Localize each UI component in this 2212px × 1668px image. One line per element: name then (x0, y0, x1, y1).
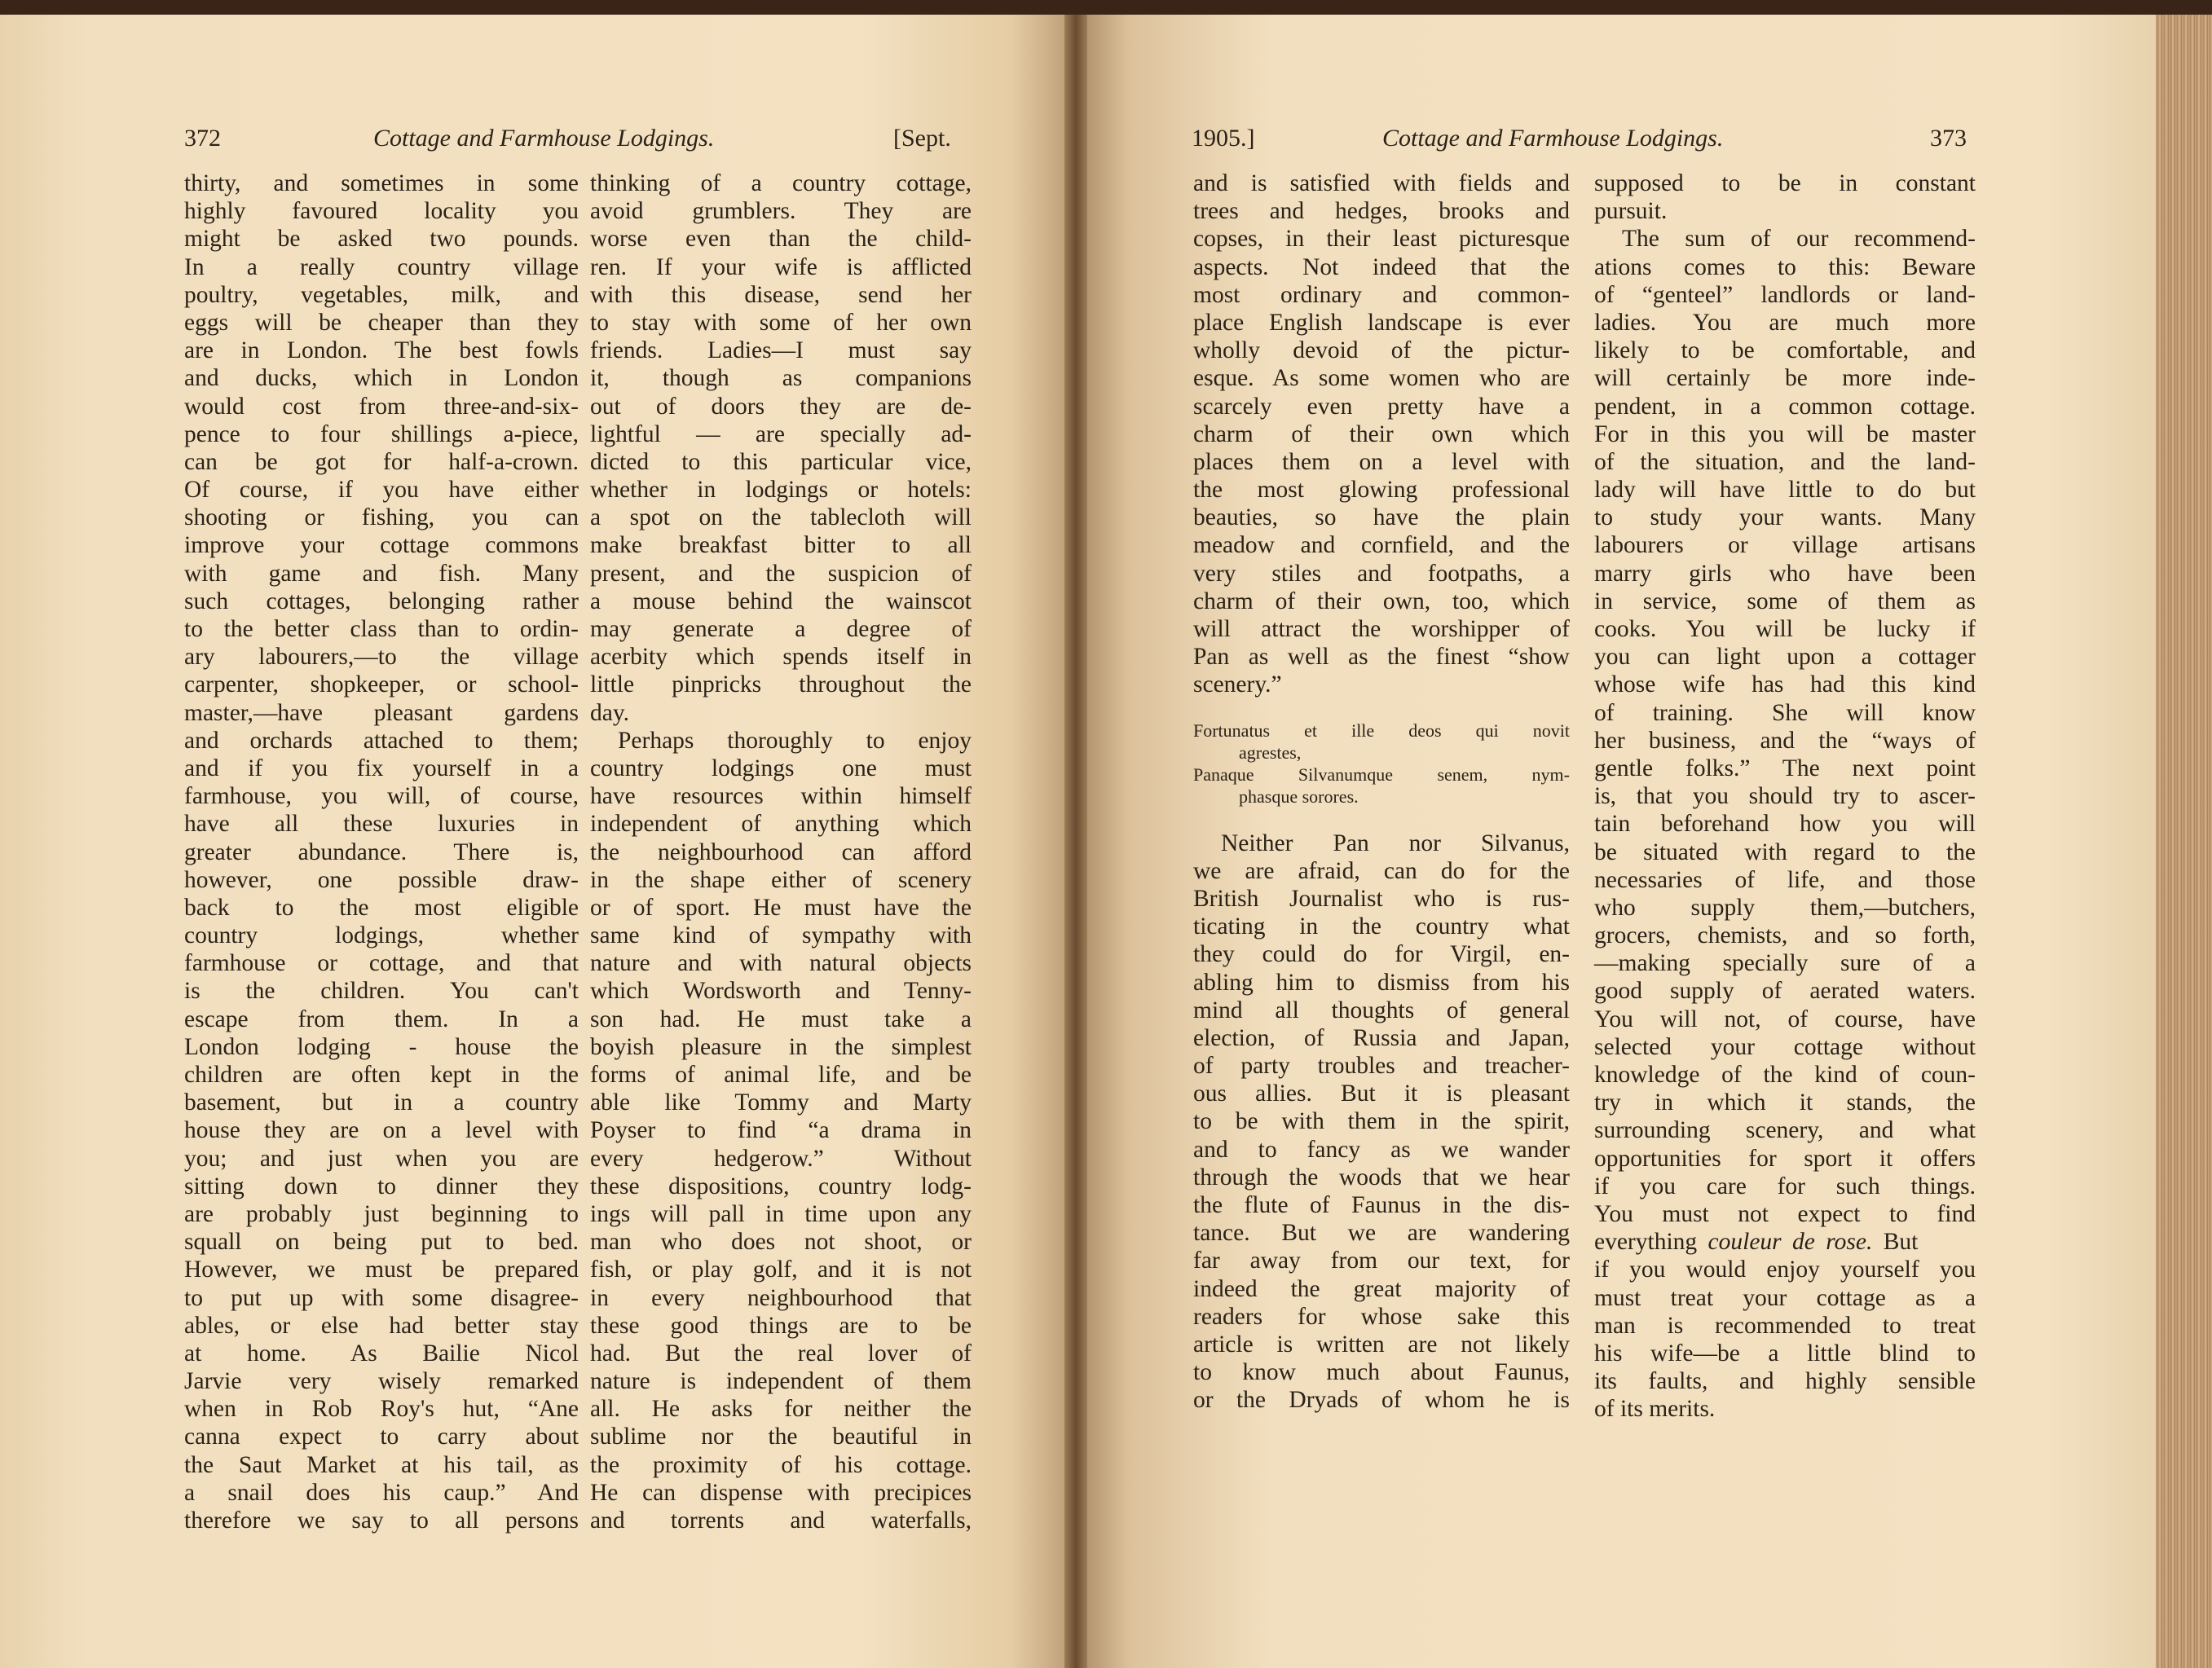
text-line: the proximity of his cottage. (590, 1451, 972, 1478)
text-line: knowledge of the kind of coun- (1594, 1062, 1976, 1088)
text-line: carpenter, shopkeeper, or school- (184, 671, 579, 698)
text-line: squall on being put to bed. (184, 1229, 579, 1256)
text-line: highly favoured locality you (184, 198, 579, 225)
left-page-column-2 (590, 169, 972, 1534)
text-line: will certainly be more inde- (1594, 365, 1976, 392)
text-line: would cost from three-and-six- (184, 393, 579, 420)
text-line: cooks. You will be lucky if (1594, 616, 1976, 642)
running-title-left: Cottage and Farmhouse Lodgings. (373, 125, 715, 152)
text-line: or the Dryads of whom he is (1193, 1387, 1570, 1414)
text-line: house they are on a level with (184, 1117, 579, 1144)
text-line: most ordinary and common- (1193, 281, 1570, 308)
text-line: is the children. You can't (184, 978, 579, 1005)
left-page-column-1 (184, 169, 579, 1534)
text-line: supposed to be in constant (1594, 170, 1976, 196)
text-line: dicted to this particular vice, (590, 448, 972, 475)
text-line: lightful — are specially ad- (590, 420, 972, 447)
page-number-left: 372 (184, 125, 221, 152)
text-line: London lodging - house the (184, 1033, 579, 1060)
text-line: if you care for such things. (1594, 1173, 1976, 1199)
quote-line: agrestes, (1239, 742, 1302, 763)
text-line: her business, and the “ways of (1594, 727, 1976, 754)
text-line: little pinpricks throughout the (590, 671, 972, 698)
text-line: to know much about Faunus, (1193, 1359, 1570, 1386)
quote-line: phasque sorores. (1239, 786, 1359, 807)
text-line: ary labourers,—to the village (184, 644, 579, 671)
text-line: friends. Ladies—I must say (590, 337, 972, 364)
text-line: eggs will be cheaper than they (184, 309, 579, 336)
text-line: readers for whose sake this (1193, 1303, 1570, 1330)
text-line: must treat your cottage as a (1594, 1284, 1976, 1311)
text-line (1594, 1228, 1976, 1256)
text-line: make breakfast bitter to all (590, 532, 972, 559)
text-line: scarcely even pretty have a (1193, 393, 1570, 420)
text-line: present, and the suspicion of (590, 560, 972, 587)
text-line: therefore we say to all persons (184, 1507, 579, 1534)
text-line: every hedgerow.” Without (590, 1145, 972, 1172)
text-fragment: But (1872, 1229, 1919, 1256)
text-line: ren. If your wife is afflicted (590, 253, 972, 280)
text-line: trees and hedges, brooks and (1193, 198, 1570, 225)
text-line: country lodgings, whether (184, 922, 579, 949)
text-line: the Saut Market at his tail, as (184, 1451, 579, 1478)
text-line: necessaries of life, and those (1594, 866, 1976, 893)
text-line: The sum of our recommend- (1622, 226, 1976, 253)
text-line: can be got for half-a-crown. (184, 448, 579, 475)
text-line: whether in lodgings or hotels: (590, 477, 972, 504)
text-line: wholly devoid of the pictur- (1193, 337, 1570, 364)
text-line: of “genteel” landlords or land- (1594, 281, 1976, 308)
text-line: ous allies. But it is pleasant (1193, 1080, 1570, 1107)
text-line: these good things are to be (590, 1312, 972, 1339)
right-page-column-2 (1594, 169, 1976, 1423)
left-running-header (184, 121, 967, 156)
text-line: will attract the worshipper of (1193, 616, 1570, 642)
text-line: with game and fish. Many (184, 560, 579, 587)
text-line: ables, or else had better stay (184, 1312, 579, 1339)
text-line: labourers or village artisans (1594, 532, 1976, 559)
text-line: beauties, so have the plain (1193, 504, 1570, 531)
text-line: Of course, if you have either (184, 477, 579, 504)
text-line: —making specially sure of a (1594, 950, 1976, 977)
text-line: is, that you should try to ascer- (1594, 783, 1976, 810)
text-line: esque. As some women who are (1193, 365, 1570, 392)
text-line: at home. As Bailie Nicol (184, 1340, 579, 1367)
text-line: pendent, in a common cottage. (1594, 393, 1976, 420)
text-line: are in London. The best fowls (184, 337, 579, 364)
running-title-right: Cottage and Farmhouse Lodgings. (1382, 125, 1724, 152)
text-line: avoid grumblers. They are (590, 198, 972, 225)
text-line: however, one possible draw- (184, 866, 579, 893)
text-line: For in this you will be master (1594, 420, 1976, 447)
text-line: to be with them in the spirit, (1193, 1108, 1570, 1135)
text-line: of party troubles and treacher- (1193, 1053, 1570, 1080)
text-line: its faults, and highly sensible (1594, 1368, 1976, 1395)
text-line: they could do for Virgil, en- (1193, 941, 1570, 968)
text-line: be situated with regard to the (1594, 838, 1976, 865)
text-line: who supply them,—butchers, (1594, 894, 1976, 921)
text-line: whose wife has had this kind (1594, 671, 1976, 698)
text-line: back to the most eligible (184, 894, 579, 921)
text-line: man who does not shoot, or (590, 1229, 972, 1256)
text-line: to study your wants. Many (1594, 504, 1976, 531)
spacer (1193, 699, 1570, 720)
text-line: in service, some of them as (1594, 588, 1976, 614)
text-line: you can light upon a cottager (1594, 644, 1976, 671)
text-line: basement, but in a country (184, 1089, 579, 1116)
text-line: the flute of Faunus in the dis- (1193, 1192, 1570, 1218)
text-line: farmhouse or cottage, and that (184, 950, 579, 977)
text-line: greater abundance. There is, (184, 838, 579, 865)
text-line: nature and with natural objects (590, 950, 972, 977)
right-running-header (1192, 121, 1974, 156)
text-line: a spot on the tablecloth will (590, 504, 972, 531)
text-line: these dispositions, country lodg- (590, 1173, 972, 1199)
book-gutter (1064, 15, 1087, 1668)
text-line: of the situation, and the land- (1594, 448, 1976, 475)
text-line: independent of anything which (590, 811, 972, 838)
text-line: same kind of sympathy with (590, 922, 972, 949)
text-line: shooting or fishing, you can (184, 504, 579, 531)
text-line: indeed the great majority of (1193, 1275, 1570, 1302)
text-line: places them on a level with (1193, 448, 1570, 475)
text-line: all. He asks for neither the (590, 1396, 972, 1423)
text-line: improve your cottage commons (184, 532, 579, 559)
text-line: tain beforehand how you will (1594, 811, 1976, 838)
running-date-right: 1905.] (1192, 125, 1255, 152)
text-line: forms of animal life, and be (590, 1062, 972, 1088)
text-line: country lodgings one must (590, 755, 972, 781)
text-line: meadow and cornfield, and the (1193, 532, 1570, 559)
text-line: article is written are not likely (1193, 1331, 1570, 1358)
text-line: in the shape either of scenery (590, 866, 972, 893)
text-line: Poyser to find “a drama in (590, 1117, 972, 1144)
text-line: of its merits. (1594, 1396, 1716, 1423)
spacer (1193, 808, 1570, 830)
text-line: surrounding scenery, and what (1594, 1117, 1976, 1144)
text-line: sublime nor the beautiful in (590, 1424, 972, 1450)
text-line: and if you fix yourself in a (184, 755, 579, 781)
text-line: if you would enjoy yourself you (1594, 1257, 1976, 1283)
running-date-left: [Sept. (893, 125, 951, 152)
text-line: to the better class than to ordin- (184, 616, 579, 642)
text-line: his wife—be a little blind to (1594, 1340, 1976, 1367)
text-line: pursuit. (1594, 198, 1668, 225)
text-line: ladies. You are much more (1594, 309, 1976, 336)
text-line: thirty, and sometimes in some (184, 170, 579, 196)
page-number-right: 373 (1930, 125, 1967, 152)
text-line: master,—have pleasant gardens (184, 699, 579, 726)
text-line: and torrents and waterfalls, (590, 1507, 972, 1534)
text-line: far away from our text, for (1193, 1248, 1570, 1274)
quote-line: Panaque Silvanumque senem, nym- (1193, 764, 1570, 785)
text-line: opportunities for sport it offers (1594, 1145, 1976, 1172)
text-line: He can dispense with precipices (590, 1479, 972, 1506)
text-line: a snail does his caup.” And (184, 1479, 579, 1506)
text-line: out of doors they are de- (590, 393, 972, 420)
text-line: you; and just when you are (184, 1145, 579, 1172)
text-line: may generate a degree of (590, 616, 972, 642)
text-line: the neighbourhood can afford (590, 838, 972, 865)
text-line: when in Rob Roy's hut, “Ane (184, 1396, 579, 1423)
text-line: or of sport. He must have the (590, 894, 972, 921)
text-line: Jarvie very wisely remarked (184, 1368, 579, 1395)
text-line: marry girls who have been (1594, 560, 1976, 587)
text-line: through the woods that we hear (1193, 1164, 1570, 1190)
text-line: fish, or play golf, and it is not (590, 1257, 972, 1283)
italic-phrase: couleur de rose. (1707, 1229, 1873, 1256)
text-line: and ducks, which in London (184, 365, 579, 392)
quote-line: Fortunatus et ille deos qui novit (1193, 720, 1570, 741)
text-line: selected your cottage without (1594, 1033, 1976, 1060)
text-line: In a really country village (184, 253, 579, 280)
text-line: very stiles and footpaths, a (1193, 560, 1570, 587)
text-line: a mouse behind the wainscot (590, 588, 972, 614)
text-line: such cottages, belonging rather (184, 588, 579, 614)
text-line: abling him to dismiss from his (1193, 969, 1570, 996)
text-line: grocers, chemists, and so forth, (1594, 922, 1976, 949)
text-line: son had. He must take a (590, 1006, 972, 1032)
text-line: mind all thoughts of general (1193, 997, 1570, 1023)
text-line: British Journalist who is rus- (1193, 885, 1570, 912)
text-line: try in which it stands, the (1594, 1089, 1976, 1116)
text-line: which Wordsworth and Tenny- (590, 978, 972, 1005)
text-line: have all these luxuries in (184, 811, 579, 838)
text-line: the most glowing professional (1193, 477, 1570, 504)
text-line: thinking of a country cottage, (590, 170, 972, 196)
text-line: have resources within himself (590, 783, 972, 810)
text-line: acerbity which spends itself in (590, 644, 972, 671)
page-edges (2156, 15, 2212, 1668)
text-line: lady will have little to do but (1594, 477, 1976, 504)
text-line: place English landscape is ever (1193, 309, 1570, 336)
text-line: with this disease, send her (590, 281, 972, 308)
text-line: might be asked two pounds. (184, 226, 579, 253)
text-line: You will not, of course, have (1594, 1006, 1976, 1032)
text-line: nature is independent of them (590, 1368, 972, 1395)
text-line: pence to four shillings a-piece, (184, 420, 579, 447)
text-line: to stay with some of her own (590, 309, 972, 336)
text-line: boyish pleasure in the simplest (590, 1033, 972, 1060)
text-line: we are afraid, can do for the (1193, 857, 1570, 884)
text-line: tance. But we are wandering (1193, 1220, 1570, 1247)
text-line: canna expect to carry about (184, 1424, 579, 1450)
text-line: and orchards attached to them; (184, 727, 579, 754)
right-page-column-1 (1193, 169, 1570, 1415)
text-line: Neither Pan nor Silvanus, (1221, 830, 1570, 856)
text-line: likely to be comfortable, and (1594, 337, 1976, 364)
text-line: in every neighbourhood that (590, 1284, 972, 1311)
text-line: children are often kept in the (184, 1062, 579, 1088)
text-line: copses, in their least picturesque (1193, 226, 1570, 253)
text-line: good supply of aerated waters. (1594, 978, 1976, 1005)
text-line: to put up with some disagree- (184, 1284, 579, 1311)
text-line: sitting down to dinner they (184, 1173, 579, 1199)
text-line: ations comes to this: Beware (1594, 253, 1976, 280)
latin-verse-quote (1193, 720, 1570, 808)
text-line: Perhaps thoroughly to enjoy (618, 727, 972, 754)
text-line: and is satisfied with fields and (1193, 170, 1570, 196)
text-line: However, we must be prepared (184, 1257, 579, 1283)
text-line: You must not expect to find (1594, 1200, 1976, 1227)
text-line: it, though as companions (590, 365, 972, 392)
text-line: charm of their own, too, which (1193, 588, 1570, 614)
text-line: had. But the real lover of (590, 1340, 972, 1367)
text-line: worse even than the child- (590, 226, 972, 253)
text-line: Pan as well as the finest “show (1193, 644, 1570, 671)
text-line: farmhouse, you will, of course, (184, 783, 579, 810)
text-line: ticating in the country what (1193, 913, 1570, 940)
text-fragment: everything (1594, 1229, 1708, 1256)
text-line: of training. She will know (1594, 699, 1976, 726)
text-line: ings will pall in time upon any (590, 1200, 972, 1227)
text-line: scenery.” (1193, 671, 1282, 698)
text-line: election, of Russia and Japan, (1193, 1024, 1570, 1051)
text-line: gentle folks.” The next point (1594, 755, 1976, 781)
text-line: are probably just beginning to (184, 1200, 579, 1227)
text-line: escape from them. In a (184, 1006, 579, 1032)
text-line: and to fancy as we wander (1193, 1136, 1570, 1163)
text-line: man is recommended to treat (1594, 1312, 1976, 1339)
text-line: aspects. Not indeed that the (1193, 253, 1570, 280)
text-line: charm of their own which (1193, 420, 1570, 447)
text-line: able like Tommy and Marty (590, 1089, 972, 1116)
text-line: day. (590, 699, 630, 726)
text-line: poultry, vegetables, milk, and (184, 281, 579, 308)
